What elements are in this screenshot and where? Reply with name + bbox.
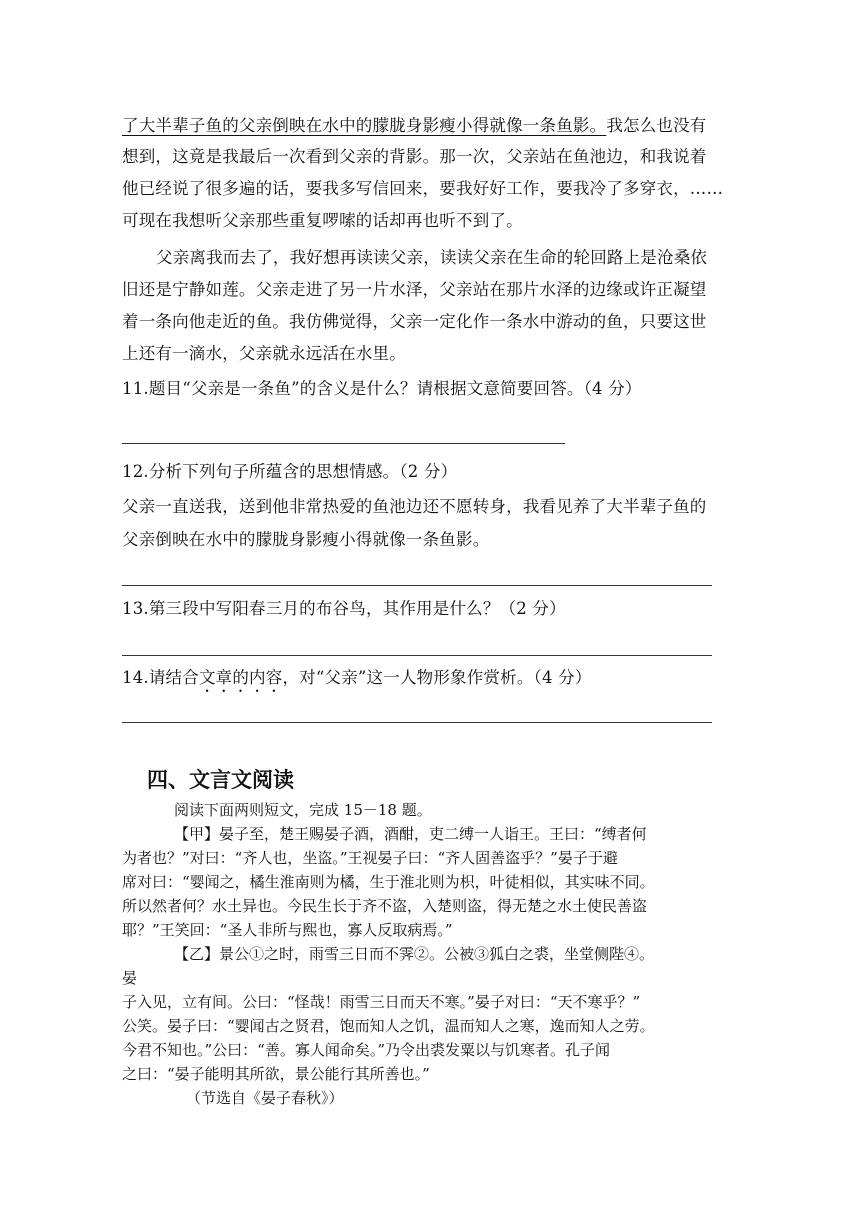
story-line: 可现在我想听父亲那些重复啰嗦的话却再也听不到了。	[122, 211, 523, 230]
source-citation: （节选自《晏子春秋》）	[186, 1089, 344, 1107]
question-11: 11.题目“父亲是一条鱼”的含义是什么？请根据文意简要回答。（4 分）	[122, 379, 642, 398]
passage-yi-line: 【乙】景公①之时，雨雪三日而不霁②。公被③狐白之裘，坐堂侧陛④。	[174, 945, 655, 963]
passage-yi-line: 之曰：“晏子能明其所欲，景公能行其所善也。”	[122, 1065, 430, 1083]
passage-jia-line: 所以然者何？水土异也。今民生长于齐不盗，入楚则盗，得无楚之水土使民善盗	[122, 897, 648, 915]
question-text: ，对“父亲”这一人物形象作赏析。（4 分）	[282, 668, 592, 687]
answer-line[interactable]	[122, 655, 712, 656]
instruction: 阅读下面两则短文，完成 15－18 题。	[174, 801, 432, 819]
answer-line[interactable]	[122, 443, 565, 444]
question-13: 13.第三段中写阳春三月的布谷鸟，其作用是什么？（2 分）	[122, 599, 566, 618]
question-text: 14.请结合	[122, 668, 199, 687]
story-line: 父亲离我而去了，我好想再读读父亲，读读父亲在生命的轮回路上是沧桑依	[156, 248, 708, 267]
passage-jia-line: 耶？”王笑回：“圣人非所与熙也，寡人反取病焉。”	[122, 921, 453, 939]
passage-jia-line: 为者也？”对曰：“齐人也，坐盗。”王视晏子曰：“齐人固善盗乎？”晏子于避	[122, 849, 618, 867]
passage-jia-line: 【甲】晏子至，楚王赐晏子酒，酒酣，吏二缚一人诣王。王曰：“缚者何	[174, 825, 647, 843]
passage-yi-line: 子入见，立有间。公曰：“怪哉！雨雪三日而天不寒。”晏子对曰：“天不寒乎？”	[122, 993, 641, 1011]
quote-line: 父亲一直送我，送到他非常热爱的鱼池边还不愿转身，我看见养了大半辈子鱼的	[122, 497, 707, 516]
answer-line[interactable]	[122, 585, 712, 586]
answer-line[interactable]	[122, 722, 712, 723]
underlined-sentence: 了大半辈子鱼的父亲倒映在水中的朦胧身影瘦小得就像一条鱼影。	[122, 116, 607, 135]
story-line: 想到，这竟是我最后一次看到父亲的背影。那一次，父亲站在鱼池边，和我说着	[122, 147, 707, 166]
story-line: 上还有一滴水，父亲就永远活在水里。	[122, 344, 406, 363]
question-14	[122, 668, 592, 696]
section-heading: 四、文言文阅读	[147, 768, 294, 792]
story-line	[122, 118, 707, 135]
passage-jia-line: 席对曰：“婴闻之，橘生淮南则为橘，生于淮北则为枳，叶徒相似，其实味不同。	[122, 873, 655, 891]
emphasized-text: 文章的内容	[198, 668, 283, 687]
question-12: 12.分析下列句子所蕴含的思想情感。（2 分）	[122, 462, 458, 481]
passage-yi-line: 公笑。晏子曰：“婴闻古之贤君，饱而知人之饥，温而知人之寒，逸而知人之劳。	[122, 1017, 655, 1035]
story-line: 他已经说了很多遍的话，要我多写信回来，要我好好工作，要我冷了多穿衣，……	[122, 179, 724, 198]
quote-line: 父亲倒映在水中的朦胧身影瘦小得就像一条鱼影。	[122, 530, 490, 549]
passage-yi-line: 今君不知也。”公曰：“善。寡人闻命矣。”乃令出裘发粟以与饥寒者。孔子闻	[122, 1041, 611, 1059]
story-line: 着一条向他走近的鱼。我仿佛觉得，父亲一定化作一条水中游动的鱼，只要这世	[122, 312, 707, 331]
passage-yi-line: 晏	[122, 969, 138, 987]
story-line: 旧还是宁静如莲。父亲走进了另一片水泽，父亲站在那片水泽的边缘或许正凝望	[122, 280, 707, 299]
story-text: 我怎么也没有	[606, 116, 707, 135]
